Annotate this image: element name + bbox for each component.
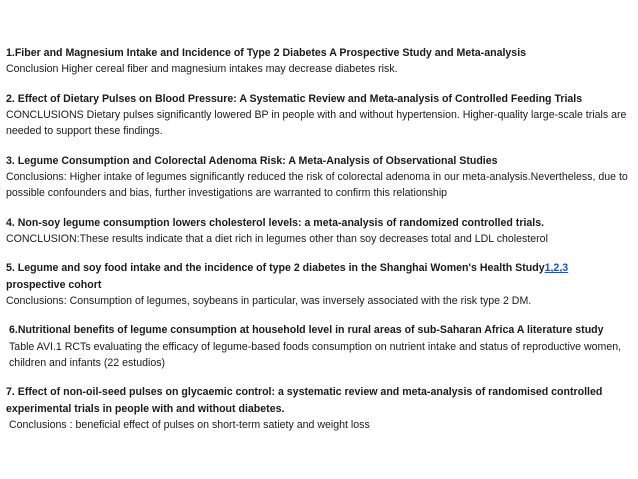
study-conclusion: CONCLUSIONS Dietary pulses significantly lowered BP in people with and without hypertension. Higher-quality large-scale trials are needed to support these findings. — [6, 109, 627, 138]
list-item — [6, 384, 634, 433]
study-title: 7. Effect of non-oil-seed pulses on glycaemic control: a systematic review and meta-analysis of randomised controlled experimental trials in people with and without diabetes. — [6, 386, 603, 415]
study-conclusion: Conclusions : beneficial effect of pulses on short-term satiety and weight loss — [9, 419, 370, 432]
list-item — [6, 322, 634, 371]
list-item — [6, 153, 634, 202]
study-title: 6.Nutritional benefits of legume consumption at household level in rural areas of sub-Saharan Africa A literature study — [9, 324, 604, 337]
study-title: 1.Fiber and Magnesium Intake and Incidence of Type 2 Diabetes A Prospective Study and Meta-analysis — [6, 47, 527, 59]
study-conclusion: Conclusion Higher cereal fiber and magnesium intakes may decrease diabetes risk. — [6, 63, 398, 76]
study-title: 2. Effect of Dietary Pulses on Blood Pressure: A Systematic Review and Meta-analysis of Controlled Feeding Trials — [6, 92, 583, 105]
study-title: 4. Non-soy legume consumption lowers cholesterol levels: a meta-analysis of randomized controlled trials. — [6, 216, 545, 229]
list-item — [6, 91, 634, 140]
list-item — [6, 215, 634, 248]
study-title: 3. Legume Consumption and Colorectal Adenoma Risk: A Meta-Analysis of Observational Studies — [6, 154, 498, 167]
study-conclusion: Conclusions: Consumption of legumes, soybeans in particular, was inversely associated with the risk type 2 DM. — [6, 295, 532, 308]
study-title-part: 5. Legume and soy food intake and the incidence of type 2 diabetes in the Shanghai Women's Health Study — [6, 262, 545, 275]
study-conclusion: CONCLUSION:These results indicate that a diet rich in legumes other than soy decreases total and LDL cholesterol — [6, 233, 548, 246]
study-conclusion: Conclusions: Higher intake of legumes significantly reduced the risk of colorectal adenoma in our meta-analysis.Nevertheless, due to possible confounders and bias, further investigations are warranted to confirm this relationship — [6, 171, 628, 200]
reference-links[interactable]: 1,2,3 — [544, 262, 569, 275]
study-conclusion: Table AVI.1 RCTs evaluating the efficacy of legume-based foods consumption on nutrient intake and status of reproductive women, children and infants (22 estudios) — [9, 340, 622, 370]
list-item — [6, 260, 634, 309]
list-item — [6, 45, 634, 78]
study-title-continued: prospective cohort — [6, 278, 102, 291]
study-title — [6, 260, 634, 276]
study-list — [6, 45, 634, 446]
